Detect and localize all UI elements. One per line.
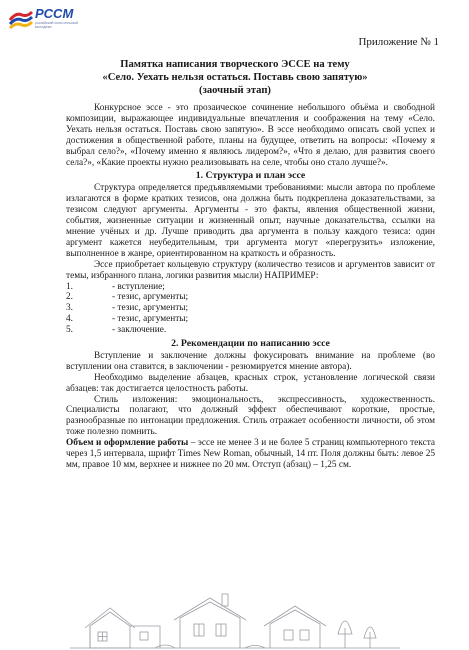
list-item: 3. - тезис, аргументы; [66,303,189,314]
section-2-heading: 2. Рекомендации по написанию эссе [171,338,330,350]
volume-label: Объем и оформление работы [66,438,189,449]
title-line-1: Памятка написания творческого ЭССЕ на тему [120,59,350,70]
intro-paragraph: Конкурсное эссе - это прозаическое сочинение небольшого объёма и свободной композиции, выражающее индивидуальные впечатления и соображения на тему «Село. Уехать нельзя остаться. Поставь свою запятую». В эссе необходимо описать свой успех и достижения в общественной работе, планы на будущее, ответить на вопросы: «Почему я выбрал село?», «Почему именно я являюсь лидером?», «Что я делаю, для развития своего села?», «Какие проекты нужно реализовывать на селе, чтобы оно стало лучше?». [66,103,435,168]
organization-logo [8,4,78,34]
section-2-paragraph-2: Необходимо выделение абзацев, красных строк, установление логической связи абзацев: так достигается целостность работы. [66,372,435,394]
list-item: 2. - тезис, аргументы; [66,292,189,303]
section-2-paragraph-3: Стиль изложения: эмоциональность, экспрессивность, художественность. Специалисты полагают, что должный эффект обеспечивают короткие, простые, разнообразные по интонации предложения. Стиль отражает особенности личности, об этом тоже полезно помнить. [66,394,435,438]
appendix-label: Приложение № 1 [358,36,439,48]
section-2-paragraph-1: Вступление и заключение должны фокусировать внимание на проблеме (во вступлении она ставится, в заключении - резюмируется мнение автора). [66,350,435,372]
section-1-paragraph-2: Эссе приобретает кольцевую структуру (количество тезисов и аргументов зависит от темы, избранного плана, логики развития мысли) НАПРИМЕР: [66,259,435,281]
section-2-paragraph-4 [66,438,435,471]
logo-emblem-icon [8,6,34,32]
village-illustration [70,588,400,650]
title-line-3: (заочный этап) [199,85,271,96]
section-1-heading: 1. Структура и план эссе [195,170,306,182]
list-item: 1. - вступление; [66,281,165,292]
title-line-2: «Село. Уехать нельзя остаться. Поставь свою запятую» [102,72,368,83]
document-body [66,103,435,471]
logo-text: РССМ [35,6,74,21]
volume-text: – эссе не менее 3 и не более 5 страниц компьютерного текста через 1,5 интервала, шрифт Times New Roman, обычный, 14 пт. Поля должны быть: левое 25 мм, правое 10 мм, верхнее и нижнее по 20 мм. Отступ (абзац) – 1,25 см. [66,438,436,470]
structure-list [66,282,435,337]
list-item: 4. - тезис, аргументы; [66,314,189,325]
list-item: 5. - заключение. [66,325,167,336]
section-1-paragraph-1: Структура определяется предъявляемыми требованиями: мысли автора по проблеме излагаются в форме кратких тезисов, она должна быть подкреплена доказательствами, за тезисом следуют аргументы. Аргументы - это факты, явления общественной жизни, события, жизненные ситуации и жизненный опыт, научные доказательства, ссылки на мнение учёных и др. Лучше приводить два аргумента в пользу каждого тезиса: один аргумент кажется неубедительным, три аргумента могут «перегрузить» изложение, выполненное в жанре, ориентированном на краткость и образность. [66,183,435,259]
document-title [40,58,430,97]
logo-subtitle: российский союз сельской молодёжи [35,21,79,29]
